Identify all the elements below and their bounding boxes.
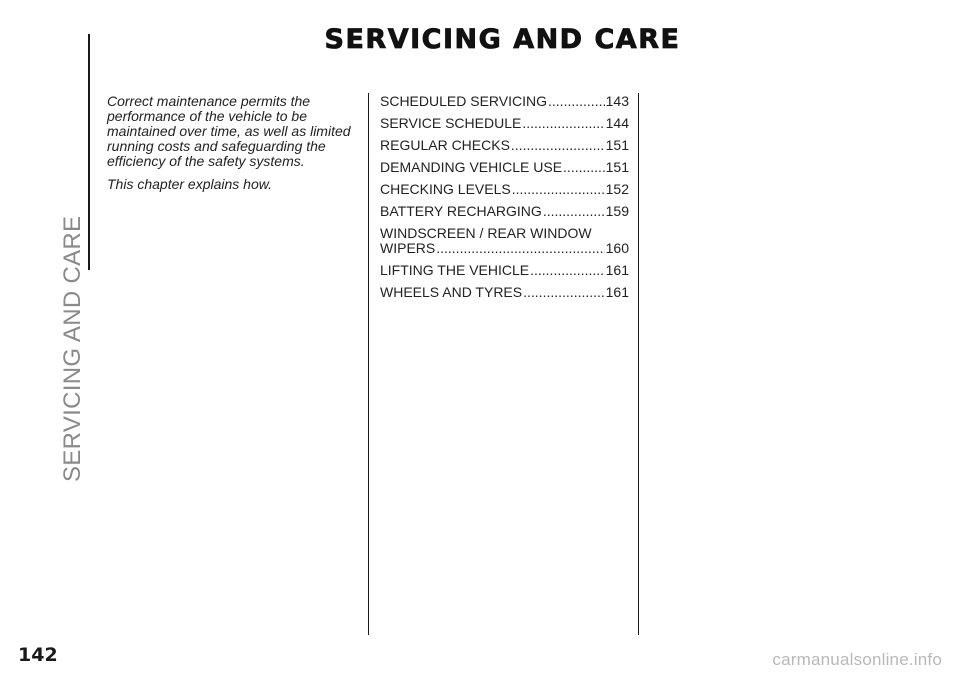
toc-dot-leader (511, 138, 605, 153)
toc-entry-title: DEMANDING VEHICLE USE (380, 159, 563, 175)
page-title: SERVICING AND CARE (324, 24, 681, 55)
toc-entry-page: 144 (605, 115, 629, 131)
toc-dot-leader (548, 94, 605, 109)
toc-entry-regular-checks[interactable] (380, 138, 629, 153)
toc-entry-title: SCHEDULED SERVICING (380, 93, 548, 109)
toc-entry-demanding-vehicle-use[interactable] (380, 160, 629, 175)
toc-dot-leader (523, 285, 605, 300)
toc-entry-service-schedule[interactable] (380, 116, 629, 131)
toc-entry-page: 161 (605, 284, 629, 300)
toc-dot-leader (522, 116, 604, 131)
toc-entry-windscreen-wipers[interactable] (380, 226, 629, 256)
toc-entry-title-line: WINDSCREEN / REAR WINDOW (380, 225, 592, 241)
toc-entry-title: SERVICE SCHEDULE (380, 115, 522, 131)
toc-entry-page: 151 (605, 159, 629, 175)
toc-dot-leader (530, 263, 605, 278)
toc-entry-page: 151 (605, 137, 629, 153)
column-divider (368, 93, 369, 635)
toc-entry-page: 160 (605, 240, 629, 256)
section-side-tab-label: SERVICING AND CARE (59, 215, 86, 482)
intro-paragraph: This chapter explains how. (107, 176, 272, 192)
watermark: carmanualsonline.info (772, 650, 942, 669)
page-number: 142 (18, 644, 58, 666)
toc-entry-title: BATTERY RECHARGING (380, 203, 542, 219)
toc-entry-page: 143 (605, 93, 629, 109)
toc-entry-page: 159 (605, 203, 629, 219)
toc-entry-title: CHECKING LEVELS (380, 181, 511, 197)
toc-entry-title-line: WIPERS (380, 240, 436, 256)
toc-entry-wheels-and-tyres[interactable] (380, 285, 629, 300)
toc-entry-title: REGULAR CHECKS (380, 137, 510, 153)
toc-entry-title: WHEELS AND TYRES (380, 284, 523, 300)
toc-entry-page: 152 (605, 181, 629, 197)
toc-entry-title: LIFTING THE VEHICLE (380, 262, 530, 278)
toc-entry-checking-levels[interactable] (380, 182, 629, 197)
toc-entry-battery-recharging[interactable] (380, 204, 629, 219)
toc-dot-leader (512, 182, 605, 197)
toc-entry-lifting-the-vehicle[interactable] (380, 263, 629, 278)
table-of-contents (380, 94, 629, 307)
toc-entry-page: 161 (605, 262, 629, 278)
side-tab-rule (88, 34, 90, 270)
toc-entry-scheduled-servicing[interactable] (380, 94, 629, 109)
intro-paragraph: Correct maintenance permits the performance of the vehicle to be maintained over time, as well as limited running costs and safeguarding the efficiency of the safety systems. (107, 93, 351, 169)
toc-dot-leader (563, 160, 605, 175)
column-divider (638, 93, 639, 635)
toc-dot-leader (543, 204, 605, 219)
section-side-tab (56, 28, 90, 482)
intro-text (107, 94, 355, 200)
toc-dot-leader (436, 241, 604, 256)
